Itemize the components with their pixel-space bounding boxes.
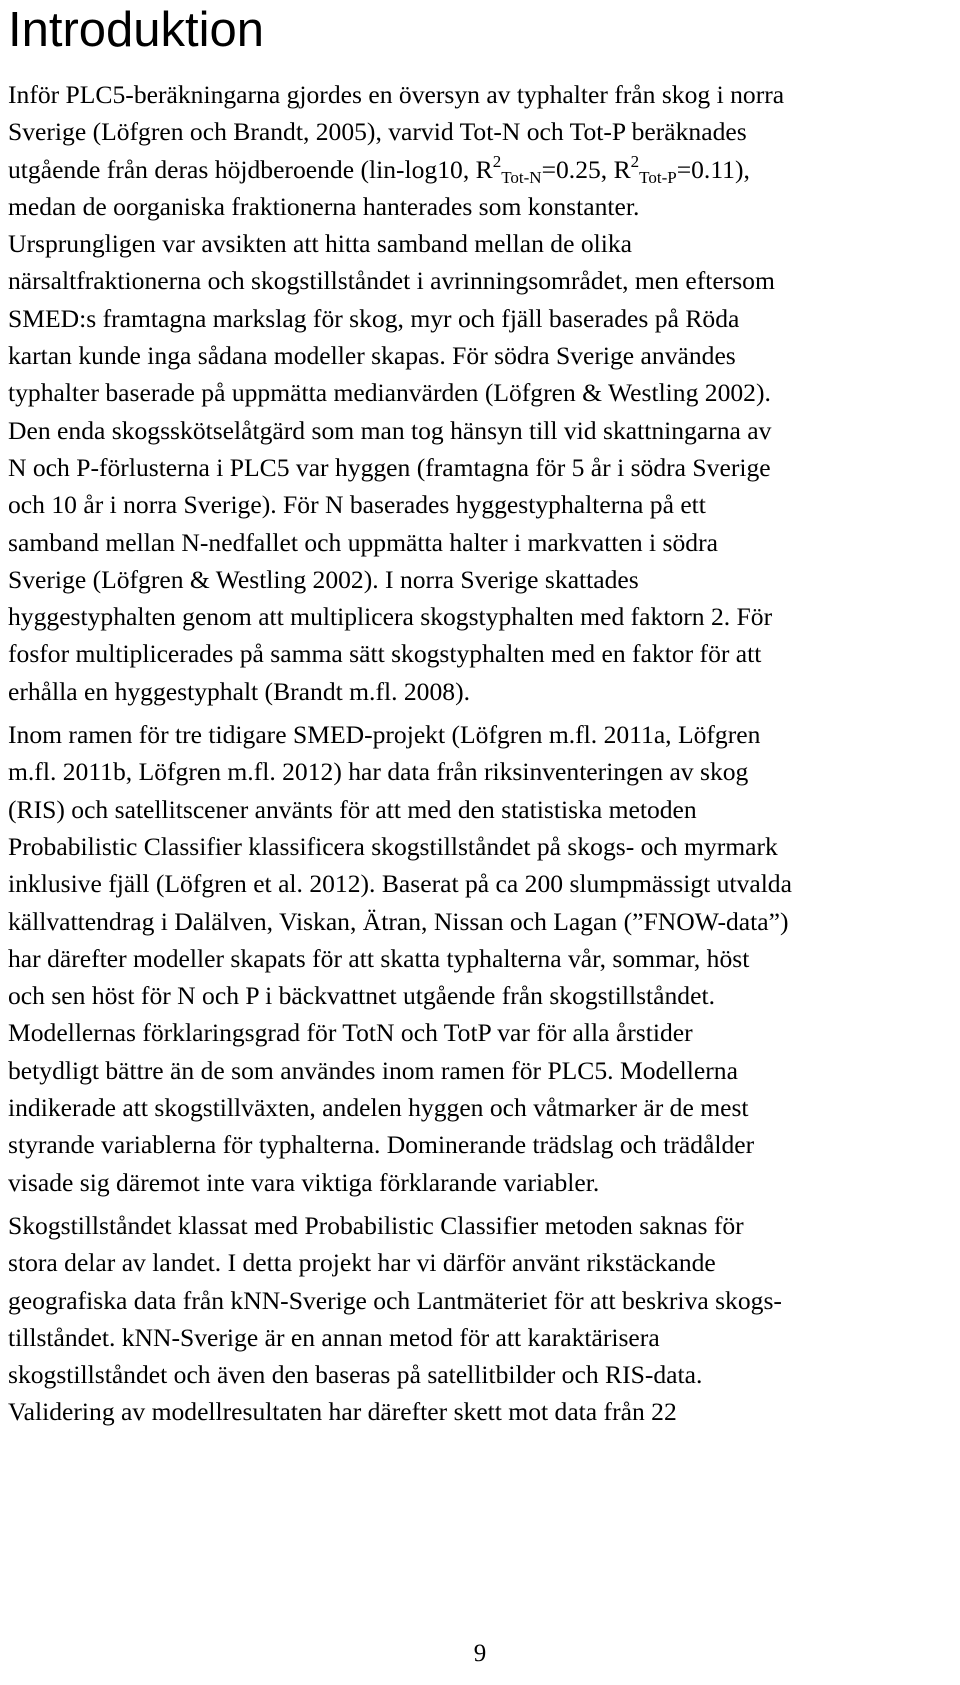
text-line: erhålla en hyggestyphalt (Brandt m.fl. 2008). [8,676,470,706]
text-run: utgående från deras höjdberoende (lin-log10, R [8,154,493,184]
text-run: =0.25, R [541,154,631,184]
page-number: 9 [473,1640,487,1667]
paragraph-2 [8,716,953,1201]
text-line: indikerade att skogstillväxten, andelen hyggen och våtmarker är de mest [8,1093,749,1123]
body-text [8,76,953,1431]
text-line: Inför PLC5-beräkningarna gjordes en översyn av typhalter från skog i norra [8,80,785,109]
text-line: inklusive fjäll (Löfgren et al. 2012). Baserat på ca 200 slumpmässigt utvalda [8,869,792,899]
text-line: m.fl. 2011b, Löfgren m.fl. 2012) har data från riksinventeringen av skog [8,757,749,787]
text-line: SMED:s framtagna markslag för skog, myr och fjäll baserades på Röda [8,303,740,333]
text-line: (RIS) och satellitscener använts för att med den statistiska metoden [8,794,697,824]
text-line: Modellernas förklaringsgrad för TotN och TotP var för alla årstider [8,1018,693,1048]
text-line: medan de oorganiska fraktionerna hanterades som konstanter. [8,191,640,221]
subscript: Tot-N [501,167,542,187]
text-line: typhalter baserade på uppmätta medianvärden (Löfgren & Westling 2002). [8,378,771,408]
text-line: tillståndet. kNN-Sverige är en annan metod för att karaktärisera [8,1322,660,1352]
paragraph-3 [8,1207,953,1431]
text-line: samband mellan N-nedfallet och uppmätta halter i markvatten i södra [8,527,718,557]
text-line: betydligt bättre än de som användes inom ramen för PLC5. Modellerna [8,1055,738,1085]
text-line: styrande variablerna för typhalterna. Dominerande trädslag och trädålder [8,1130,755,1160]
superscript: 2 [630,151,640,171]
text-line: Inom ramen för tre tidigare SMED-projekt (Löfgren m.fl. 2011a, Löfgren [8,720,761,750]
text-line: Probabilistic Classifier klassificera skogstillståndet på skogs- och myrmark [8,831,778,861]
text-line: närsaltfraktionerna och skogstillståndet i avrinningsområdet, men eftersom [8,266,775,296]
text-run: =0.11), [676,154,750,184]
text-line: visade sig däremot inte vara viktiga förklarande variabler. [8,1167,600,1197]
superscript: 2 [492,151,502,171]
text-line: och 10 år i norra Sverige). För N baserades hyggestyphalterna på ett [8,490,706,520]
text-line: hyggestyphalten genom att multiplicera skogstyphalten med faktorn 2. För [8,602,773,632]
paragraph-1 [8,76,953,710]
text-line: N och P-förlusterna i PLC5 var hyggen (framtagna för 5 år i södra Sverige [8,452,771,482]
subscript: Tot-P [639,167,677,187]
text-line: geografiska data från kNN-Sverige och Lantmäteriet för att beskriva skogs- [8,1285,782,1315]
text-line: skogstillståndet och även den baseras på satellitbilder och RIS-data. [8,1360,703,1390]
text-line: Sverige (Löfgren och Brandt, 2005), varvid Tot-N och Tot-P beräknades [8,117,747,147]
text-line: Ursprungligen var avsikten att hitta samband mellan de olika [8,229,633,259]
text-line: kartan kunde inga sådana modeller skapas. För södra Sverige användes [8,341,736,371]
text-line: Den enda skogsskötselåtgärd som man tog hänsyn till vid skattningarna av [8,415,772,445]
text-line: fosfor multiplicerades på samma sätt skogstyphalten med en faktor för att [8,639,762,669]
text-line: Sverige (Löfgren & Westling 2002). I norra Sverige skattades [8,564,639,594]
text-line: stora delar av landet. I detta projekt har vi därför använt rikstäckande [8,1248,716,1278]
text-line: Validering av modellresultaten har därefter skett mot data från 22 [8,1397,677,1427]
text-line [8,151,953,188]
section-heading: Introduktion [8,3,265,57]
text-line: och sen höst för N och P i bäckvattnet utgående från skogstillståndet. [8,981,715,1011]
text-line: har därefter modeller skapats för att skatta typhalterna vår, sommar, höst [8,943,750,973]
text-line: Skogstillståndet klassat med Probabilistic Classifier metoden saknas för [8,1210,744,1240]
text-line: källvattendrag i Dalälven, Viskan, Ätran, Nissan och Lagan (”FNOW-data”) [8,906,789,936]
